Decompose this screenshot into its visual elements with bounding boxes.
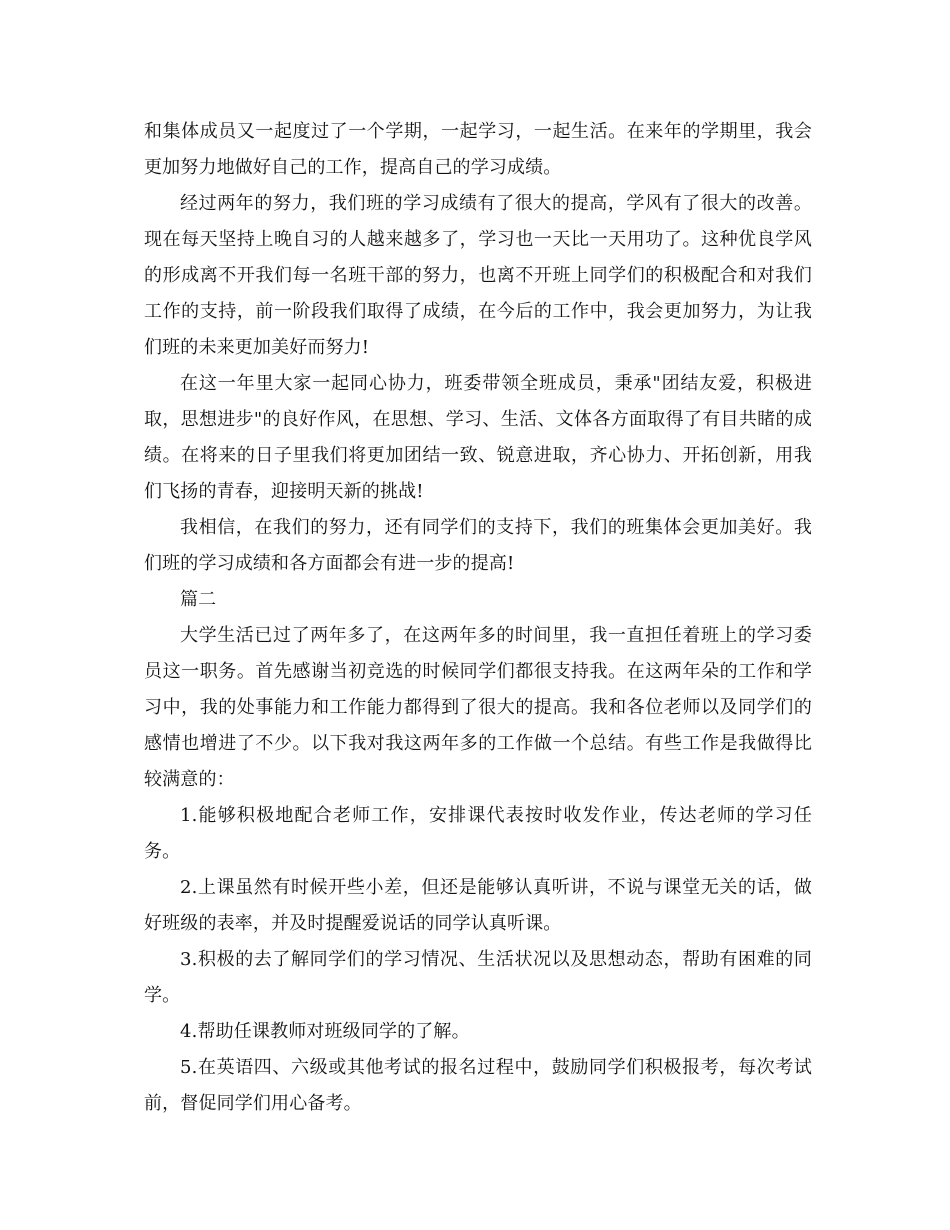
list-item-1: 1.能够积极地配合老师工作，安排课代表按时收发作业，传达老师的学习任务。: [144, 805, 812, 862]
list-item-5: 5.在英语四、六级或其他考试的报名过程中，鼓励同学们积极报考，每次考试前，督促同学们用心备考。: [144, 1057, 812, 1114]
list-item-4: 4.帮助任课教师对班级同学的了解。: [180, 1021, 470, 1042]
paragraph-college-life: 大学生活已过了两年多了，在这两年多的时间里，我一直担任着班上的学习委员这一职务。首先感谢当初竞选的时候同学们都很支持我。在这两年朵的工作和学习中，我的处事能力和工作能力都得到了很大的提高。我和各位老师以及同学们的感情也增进了不少。以下我对我这两年多的工作做一个总结。有些工作是我做得比较满意的：: [144, 625, 812, 790]
paragraph-continuation: 和集体成员又一起度过了一个学期，一起学习，一起生活。在来年的学期里，我会更加努力地做好自己的工作，提高自己的学习成绩。: [144, 121, 812, 178]
list-item-3: 3.积极的去了解同学们的学习情况、生活状况以及思想动态，帮助有困难的同学。: [144, 949, 812, 1006]
paragraph-i-believe: 我相信，在我们的努力，还有同学们的支持下，我们的班集体会更加美好。我们班的学习成绩和各方面都会有进一步的提高!: [144, 517, 812, 574]
section-heading-part-two: 篇二: [180, 589, 217, 610]
list-item-2: 2.上课虽然有时候开些小差，但还是能够认真听讲，不说与课堂无关的话，做好班级的表率，并及时提醒爱说话的同学认真听课。: [144, 877, 812, 934]
paragraph-two-years-effort: 经过两年的努力，我们班的学习成绩有了很大的提高，学风有了很大的改善。现在每天坚持上晚自习的人越来越多了，学习也一天比一天用功了。这种优良学风的形成离不开我们每一名班干部的努力，也离不开班上同学们的积极配合和对我们工作的支持，前一阶段我们取得了成绩，在今后的工作中，我会更加努力，为让我们班的未来更加美好而努力!: [144, 193, 812, 358]
document-page: [144, 114, 812, 1122]
paragraph-this-year: 在这一年里大家一起同心协力，班委带领全班成员，秉承"团结友爱，积极进取，思想进步"的良好作风，在思想、学习、生活、文体各方面取得了有目共睹的成绩。在将来的日子里我们将更加团结一致、锐意进取，齐心协力、开拓创新，用我们飞扬的青春，迎接明天新的挑战!: [144, 373, 812, 502]
